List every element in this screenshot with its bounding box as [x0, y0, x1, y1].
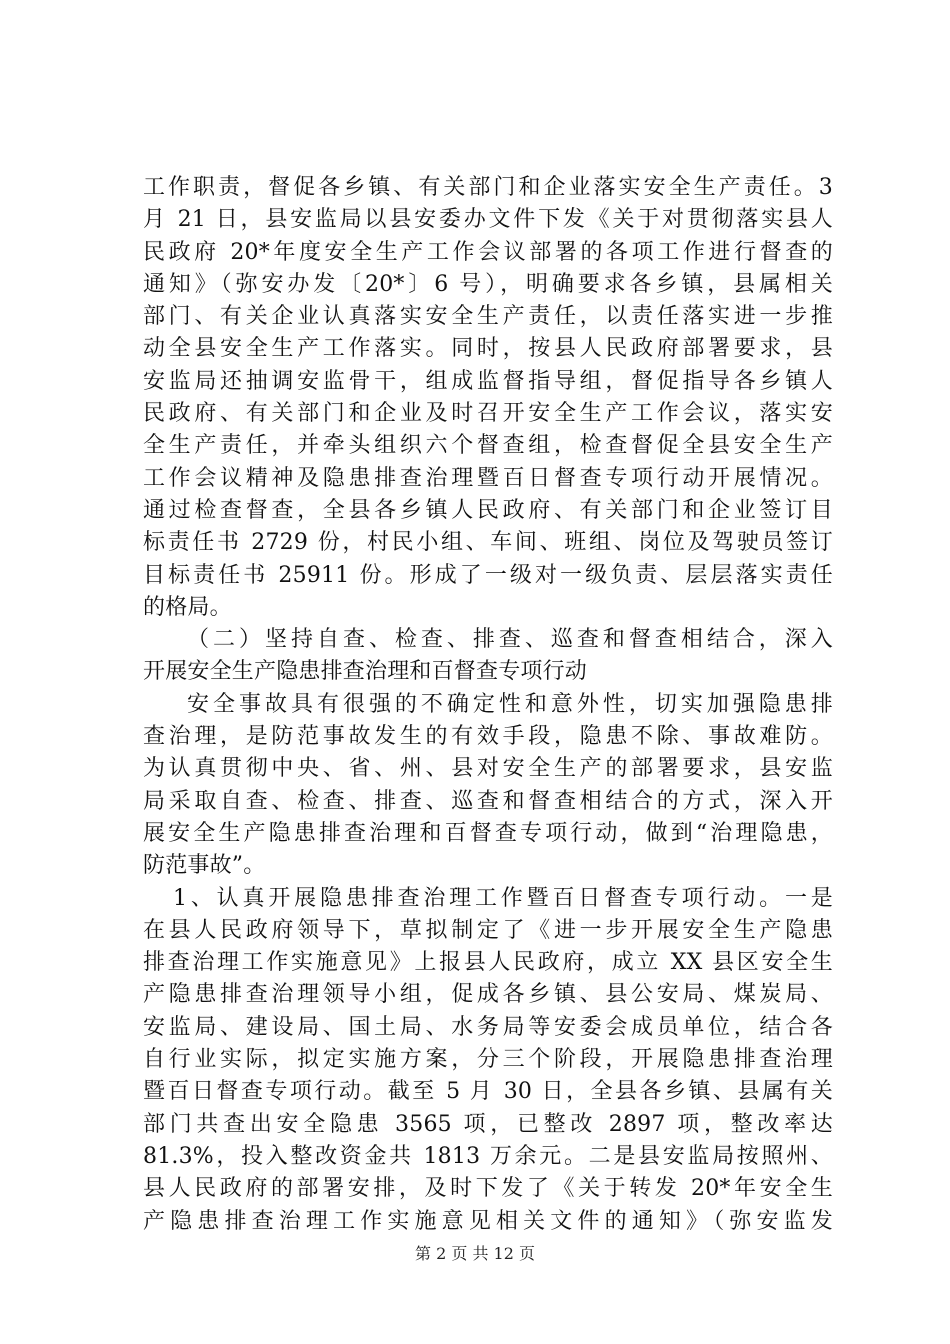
text-line: 动全县安全生产工作落实。同时，按县人民政府部署要求，县 [143, 336, 833, 362]
text-line: 防范事故”。 [143, 853, 266, 879]
section-heading-line: 开展安全生产隐患排查治理和百督查专项行动 [143, 659, 588, 685]
text-line: 局采取自查、检查、排查、巡查和督查相结合的方式，深入开 [143, 788, 833, 814]
text-line: 产隐患排查治理领导小组，促成各乡镇、县公安局、煤炭局、 [143, 982, 833, 1008]
text-line: 安全事故具有很强的不确定性和意外性，切实加强隐患排 [187, 691, 833, 717]
text-line: 通知》（弥安办发〔20*〕6 号），明确要求各乡镇，县属相关 [143, 271, 833, 297]
text-line: 工作职责，督促各乡镇、有关部门和企业落实安全生产责任。3 [143, 175, 833, 200]
text-line: 标责任书 2729 份，村民小组、车间、班组、岗位及驾驶员签订 [143, 530, 833, 556]
text-line: 民政府 20*年度安全生产工作会议部署的各项工作进行督查的 [143, 239, 833, 265]
text-line: 在县人民政府领导下，草拟制定了《进一步开展安全生产隐患 [143, 917, 833, 943]
text-line: 暨百日督查专项行动。截至 5 月 30 日，全县各乡镇、县属有关 [143, 1079, 833, 1105]
text-line: 通过检查督查，全县各乡镇人民政府、有关部门和企业签订目 [143, 497, 833, 523]
text-line: 为认真贯彻中央、省、州、县对安全生产的部署要求，县安监 [143, 756, 833, 782]
text-line: 81.3%，投入整改资金共 1813 万余元。二是县安监局按照州、 [143, 1143, 833, 1169]
text-line: 查治理，是防范事故发生的有效手段，隐患不除、事故难防。 [143, 724, 833, 750]
text-line: 部门、有关企业认真落实安全生产责任，以责任落实进一步推 [143, 304, 833, 330]
text-line: 部门共查出安全隐患 3565 项，已整改 2897 项，整改率达 [143, 1111, 833, 1137]
text-line: 排查治理工作实施意见》上报县人民政府，成立 XX 县区安全生 [143, 950, 833, 976]
text-line: 工作会议精神及隐患排查治理暨百日督查专项行动开展情况。 [143, 465, 833, 491]
page-number-footer: 第 2 页 共 12 页 [415, 1244, 535, 1263]
text-line: 1、认真开展隐患排查治理工作暨百日督查专项行动。一是 [173, 885, 833, 911]
text-line: 目标责任书 25911 份。形成了一级对一级负责、层层落实责任 [143, 562, 833, 588]
text-line: 的格局。 [143, 594, 232, 620]
text-line: 县人民政府的部署安排，及时下发了《关于转发 20*年安全生 [143, 1176, 833, 1202]
text-line: 月 21 日，县安监局以县安委办文件下发《关于对贯彻落实县人 [143, 207, 833, 233]
document-body [143, 172, 833, 1238]
section-heading-line: （二）坚持自查、检查、排查、巡查和督查相结合，深入 [187, 627, 833, 653]
text-line: 全生产责任，并牵头组织六个督查组，检查督促全县安全生产 [143, 433, 833, 459]
text-line: 安监局还抽调安监骨干，组成监督指导组，督促指导各乡镇人 [143, 368, 833, 394]
text-line: 自行业实际，拟定实施方案，分三个阶段，开展隐患排查治理 [143, 1047, 833, 1073]
text-line: 安监局、建设局、国土局、水务局等安委会成员单位，结合各 [143, 1014, 833, 1040]
text-line: 展安全生产隐患排查治理和百督查专项行动，做到“治理隐患， [143, 820, 833, 846]
text-line: 产隐患排查治理工作实施意见相关文件的通知》（弥安监发 [143, 1208, 833, 1234]
text-line: 民政府、有关部门和企业及时召开安全生产工作会议，落实安 [143, 401, 833, 427]
